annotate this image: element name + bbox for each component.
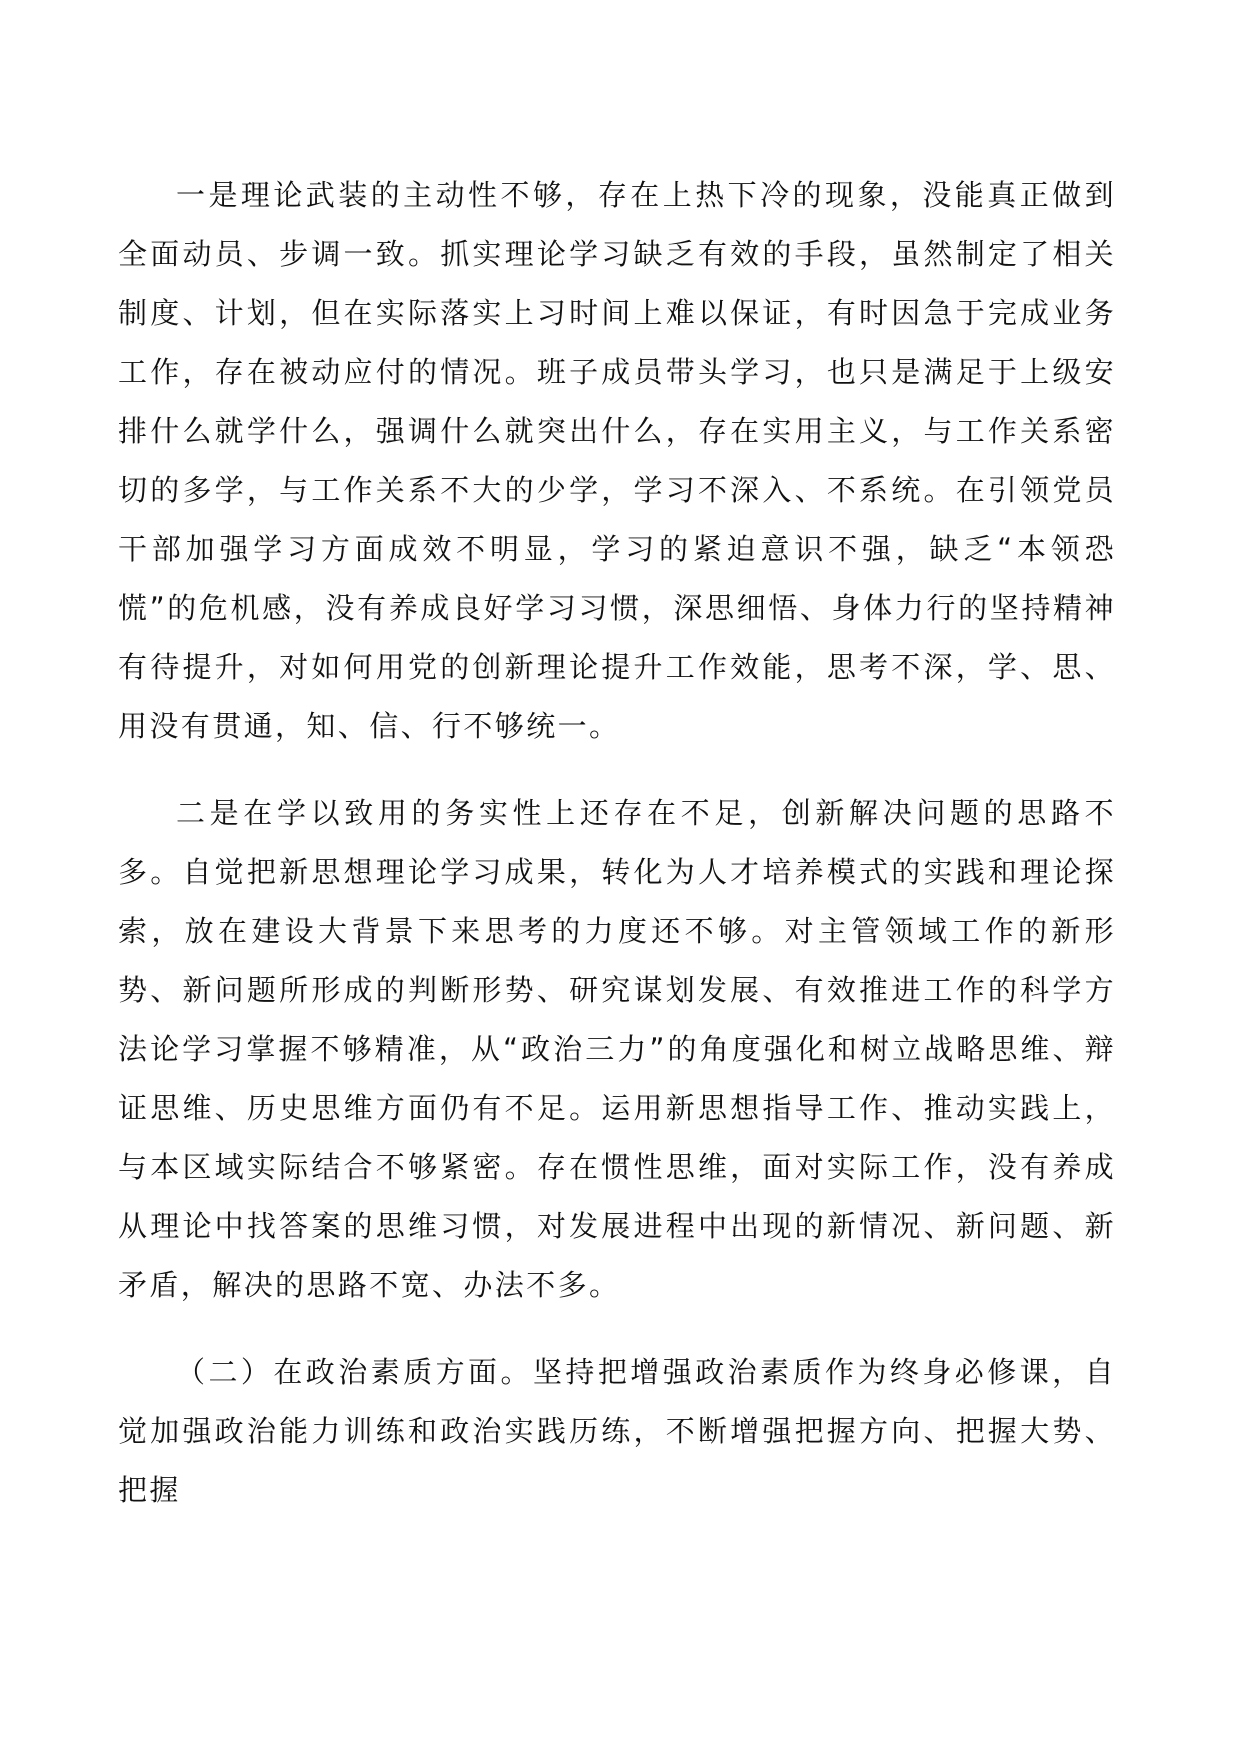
paragraph-1: 一是理论武装的主动性不够，存在上热下冷的现象，没能真正做到全面动员、步调一致。抓实理论学习缺乏有效的手段，虽然制定了相关制度、计划，但在实际落实上习时间上难以保证，有时因急于完成业务工作，存在被动应付的情况。班子成员带头学习，也只是满足于上级安排什么就学什么，强调什么就突出什么，存在实用主义，与工作关系密切的多学，与工作关系不大的少学，学习不深入、不系统。在引领党员干部加强学习方面成效不明显，学习的紧迫意识不强，缺乏“本领恐慌”的危机感，没有养成良好学习习惯，深思细悟、身体力行的坚持精神有待提升，对如何用党的创新理论提升工作效能，思考不深，学、思、用没有贯通，知、信、行不够统一。	[118, 178, 1116, 743]
document-body	[118, 166, 1116, 1520]
paragraph-3: （二）在政治素质方面。坚持把增强政治素质作为终身必修课，自觉加强政治能力训练和政治实践历练，不断增强把握方向、把握大势、把握	[118, 1355, 1116, 1507]
paragraph-2: 二是在学以致用的务实性上还存在不足，创新解决问题的思路不多。自觉把新思想理论学习成果，转化为人才培养模式的实践和理论探索，放在建设大背景下来思考的力度还不够。对主管领域工作的新形势、新问题所形成的判断形势、研究谋划发展、有效推进工作的科学方法论学习掌握不够精准，从“政治三力”的角度强化和树立战略思维、辩证思维、历史思维方面仍有不足。运用新思想指导工作、推动实践上，与本区域实际结合不够紧密。存在惯性思维，面对实际工作，没有养成从理论中找答案的思维习惯，对发展进程中出现的新情况、新问题、新矛盾，解决的思路不宽、办法不多。	[118, 796, 1116, 1302]
